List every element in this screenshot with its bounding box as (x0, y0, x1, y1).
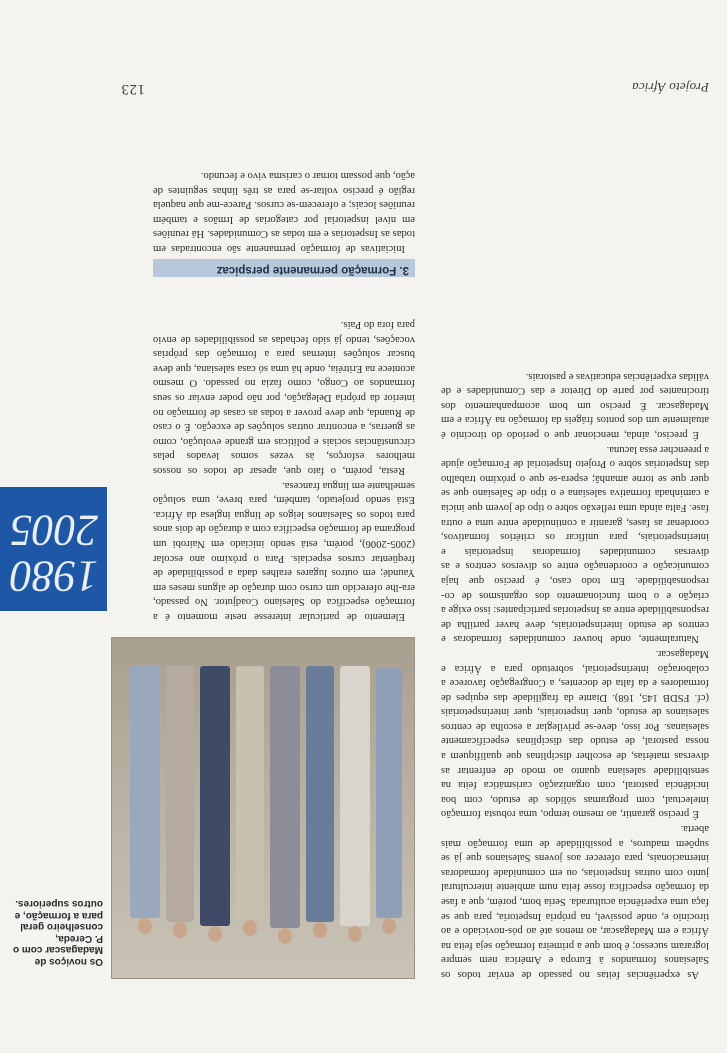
person-figure (376, 668, 402, 918)
person-head (313, 922, 327, 938)
person-head (243, 920, 257, 936)
year-badge (0, 487, 107, 611)
year-start: 1980 (10, 552, 98, 601)
person-figure (166, 666, 194, 922)
section-heading: 3. Formação permanente perspicaz (153, 259, 415, 277)
year-end: 2005 (10, 506, 98, 555)
person-head (138, 918, 152, 934)
text-column-left (441, 368, 709, 981)
person-head (348, 926, 362, 942)
person-figure (236, 666, 264, 920)
person-head (382, 918, 396, 934)
person-figure (270, 666, 300, 928)
person-figure (200, 666, 230, 926)
paragraph: É preciso, ainda, mencionar que o período do tirocínio é atualmente um dos pontos frágeis da formação na África e em Madagascar. É preciso um bom acompanhamento dos tirocinantes por parte do Diretor e das Comunidades e de válidas experiências educativas e pastorais. (441, 370, 709, 441)
person-head (208, 926, 222, 942)
paragraph: As experiências feitas no passado de enviar todos os Salesianos formandos à Europa e América nem sempre lograram sucesso; é bom que a primeira formação seja feita na África e em Madagascar, ao menos até ao pós-noviciado e ao tirocínio e, onde possível, na própria Inspetoria, para que se faça uma experiência aculturada. Seria bom, porém, que a fase da formação específica fosse feita num ambiente intercultural junto com outras Inspetorias, ou em comunidade formadoras internacionais, para oferecer aos jovens Salesianos que já se supõem maduros, a possibilidade de uma formação mais aberta. (441, 823, 709, 980)
paragraph: É preciso garantir, ao mesmo tempo, uma robusta formação intelectual, com programas sólidos de estudo, com boa incidência pastoral, com organização carismática feita na sensibilidade salesiana quanto ao modo de enfrentar as diversas matérias, de escolher disciplinas que qualifiquem a nossa pastoral, de estudo das disciplinas especificamente salesianas. Por isso, deve-se privilegiar a escolha de centros salesianos de estudo, quer inspetoriais, quer interinspetoriais (cf. FSDB 145, 168). Diante da fragilidade das equipes de formadores e da falta de docentes, a Congregação favorece a colaboração interinspetorial, sobretudo para a África e Madagascar. (441, 647, 709, 820)
paragraph: Naturalmente, onde houver comunidades formadoras e centros de estudo interinspetoriais, deve haver partilha de responsabilidade entre as Inspetorias participantes: isso exige a criação e o bom funcionamento dos organismos de co-responsabilidade. Em todo caso, é preciso que haja comunicação e coordenação entre os diversos centros e as diversas comunidades formadoras inspetoriais e interinspetoriais, para unificar os critérios formativos, coordenar as fases, garantir a continuidade entre uma e outra fase. Falta ainda uma reflexão sobre o tipo de jovem que inicia a caminhada formativa salesiana e o tipo de Salesiano que se quer que se torne amanhã; espera-se que o próximo trabalho das Inspetorias sobre o Projeto Inspetorial de Formação ajude a preencher essa lacuna. (441, 443, 709, 645)
person-head (173, 922, 187, 938)
text-column-right (153, 317, 415, 623)
person-figure (130, 666, 160, 918)
paragraph: Elemento de particular interesse neste momento é a formação específica do Salesiano Coadjutor. No passado, era-lhe oferecido um curso com duração de alguns meses em Yaundé; em outros lugares eralhes dada a possibilidade de freqüentar cursos especiais. Para o próximo ano escolar (2005-2006), porém, está sendo iniciado em Nairobi um programa de formação específica com a duração de dois anos para todos os Salesianos leigos de língua inglesa da África. Está sendo projetado, também, para breve, uma solução semelhante em língua francesa. (153, 479, 415, 622)
running-header-title: Projeto África (631, 80, 709, 95)
paragraph: Iniciativas de formação permanente são encontradas em todas as Inspetorias e em todas as Comunidades. Há reuniões em nível inspetorial por categorias de Irmãos e também reuniões locais; e oferecem-se cursos. Parece-me que naquela região é preciso voltar-se para as três linhas seguintes de ação, que possam tornar o carisma vivo e fecundo. (153, 170, 415, 254)
photo-caption: Os noviços de Madagascar com o P. Cereda, conselheiro geral para a formação, e outros superiores. (12, 898, 103, 967)
person-figure (306, 666, 334, 922)
section-3-body (153, 167, 415, 255)
group-photo (111, 637, 415, 979)
person-figure (340, 666, 370, 926)
paragraph: Resta, porém, o fato que, apesar de todos os nossos melhores esforços, às vezes somos levados pelas circunstâncias sociais e políticas em grande evolução, como as guerras, a encontrar outras soluções de exceção. É o caso de Ruanda, que deve prover a todas as casas de formação no interior da própria Delegação, por não poder enviar os seus formandos ao Congo, como fazia no passado. O mesmo acontece na Eritréia, onde há uma só casa salesiana, que deve buscar soluções internas para a formação das próprias vocações, tendo já sido fechadas as possibilidades de envio para fora do País. (153, 319, 415, 477)
person-head (278, 928, 292, 944)
page-number: 123 (121, 81, 145, 97)
